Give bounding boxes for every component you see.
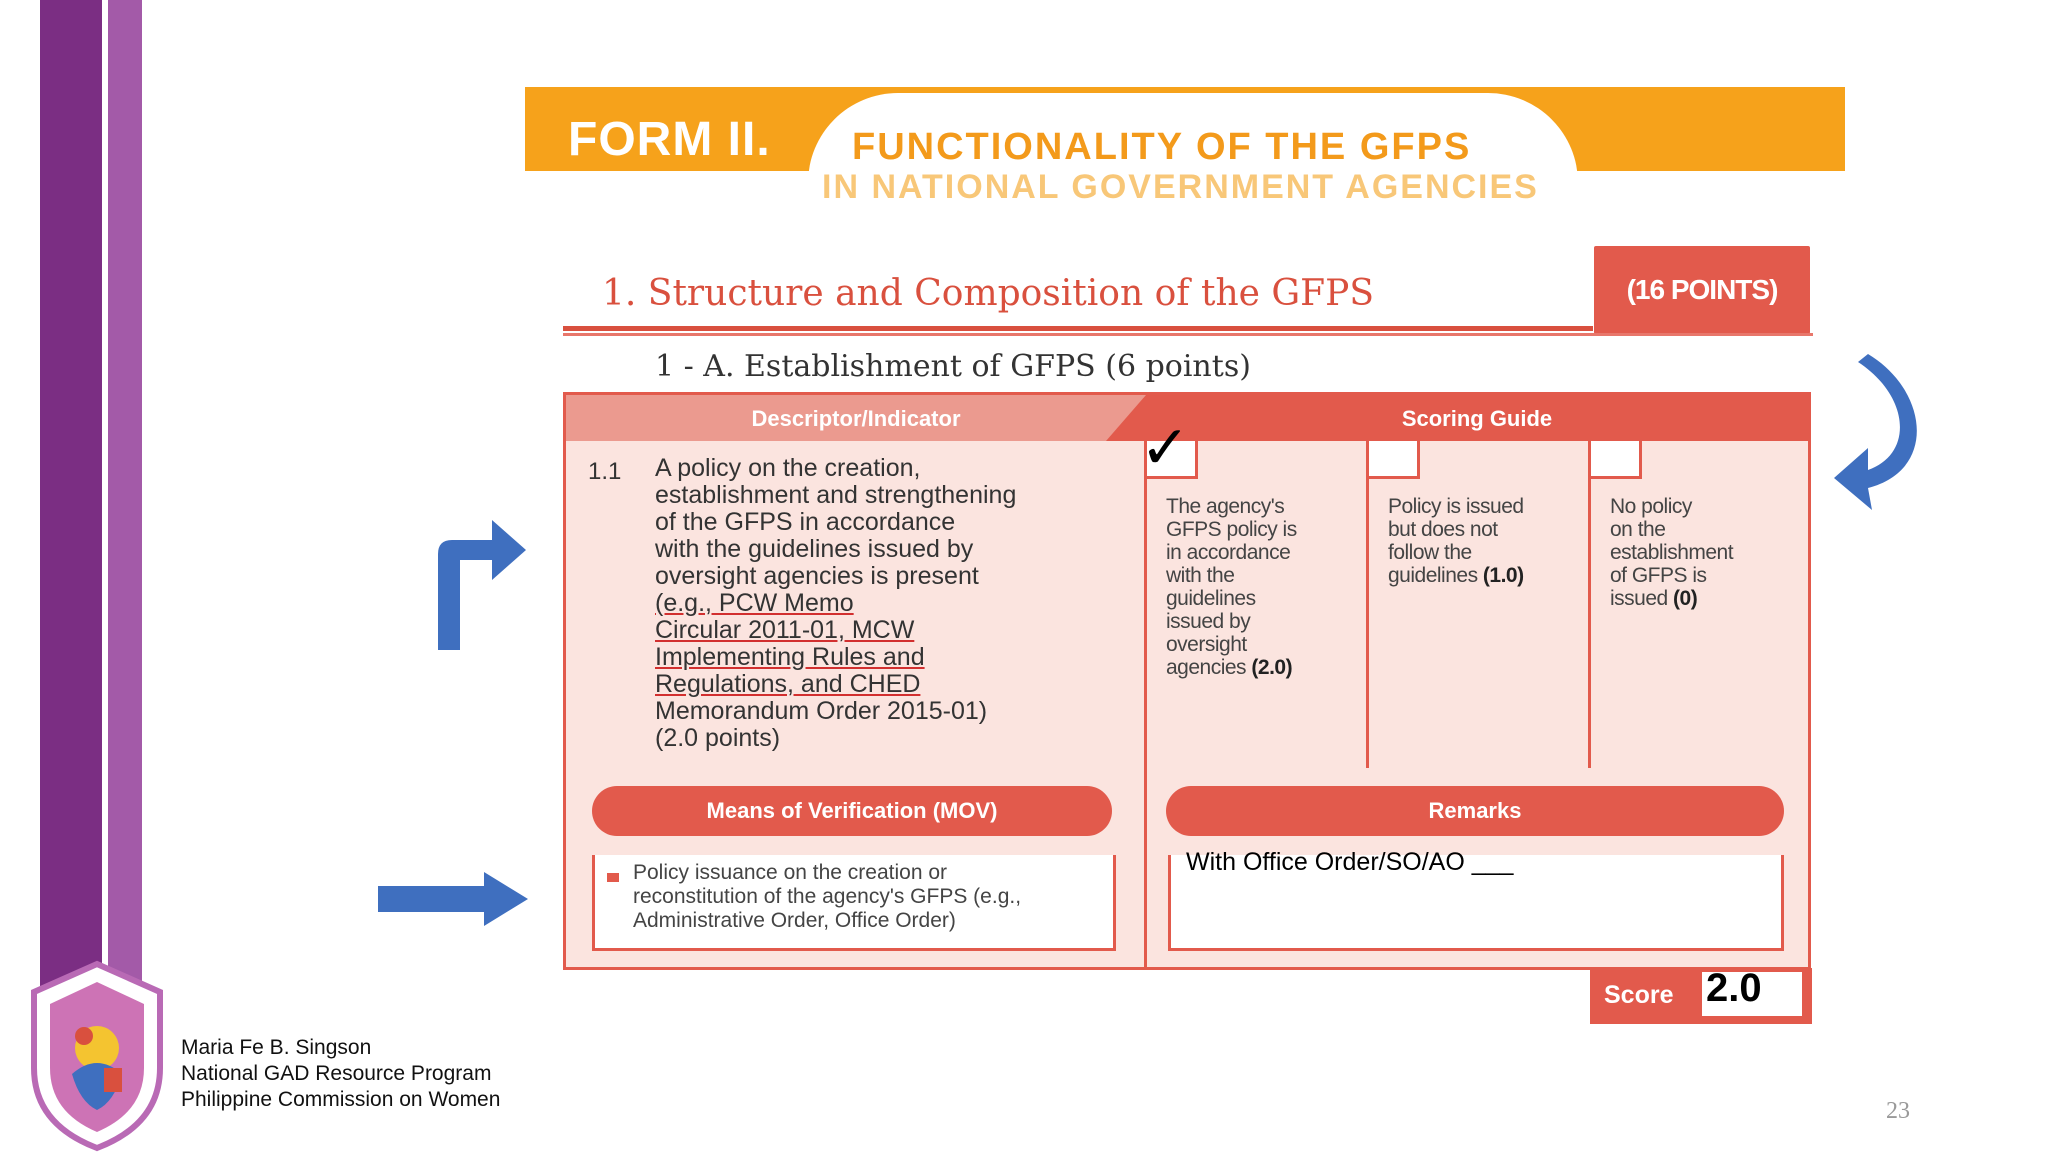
scoring-line: but does not	[1388, 518, 1498, 541]
scoring-line: follow the	[1388, 541, 1472, 564]
score-label: Score	[1604, 981, 1674, 1009]
section-title: 1. Structure and Composition of the GFPS	[602, 273, 1375, 314]
left-decor-bar-light	[108, 0, 142, 1010]
scoring-line: issued by	[1166, 610, 1251, 633]
scoring-line-text: issued	[1610, 587, 1668, 610]
indicator-line: (e.g., PCW Memo	[655, 589, 854, 617]
scoring-line: GFPS policy is	[1166, 518, 1297, 541]
scoring-line-text: agencies	[1166, 656, 1247, 679]
points-label: (16 POINTS)	[1626, 274, 1778, 305]
scoring-line	[1610, 587, 1733, 610]
scoring-line: establishment	[1610, 541, 1734, 564]
mov-line: Policy issuance on the creation or	[633, 861, 948, 884]
footer-program: National GAD Resource Program	[181, 1062, 492, 1085]
pcw-seal-icon	[22, 956, 172, 1156]
scoring-line: oversight	[1166, 633, 1247, 656]
column-divider-main	[1144, 441, 1147, 967]
mov-header: Means of Verification (MOV)	[706, 798, 998, 823]
scoring-line: on the	[1610, 518, 1666, 541]
mov-text	[633, 861, 1021, 933]
indicator-line: Implementing Rules and	[655, 643, 925, 671]
scoring-line: with the	[1166, 564, 1235, 587]
left-decor-bar-dark	[40, 0, 102, 1010]
column-divider-2	[1588, 441, 1591, 768]
bullet-icon	[607, 873, 619, 882]
indicator-line: Circular 2011-01, MCW	[655, 616, 915, 644]
indicator-text	[655, 455, 1125, 752]
header-descriptor: Descriptor/Indicator	[751, 406, 961, 431]
scoring-line: The agency's	[1166, 495, 1285, 518]
header-title-line1: FUNCTIONALITY OF THE GFPS	[852, 126, 1472, 168]
scoring-line: of GFPS is	[1610, 564, 1707, 587]
subsection-line	[563, 333, 1813, 336]
header-scoring-guide: Scoring Guide	[1401, 406, 1553, 431]
right-arrow-icon	[376, 870, 530, 928]
bent-up-right-arrow-icon	[430, 512, 530, 652]
scoring-points: (0)	[1673, 587, 1698, 610]
header-title-line2: IN NATIONAL GOVERNMENT AGENCIES	[822, 168, 1539, 206]
remarks-header: Remarks	[1428, 798, 1522, 823]
form-label: FORM II.	[568, 113, 771, 166]
indicator-number: 1.1	[588, 458, 622, 485]
indicator-line: Regulations, and CHED	[655, 670, 921, 698]
footer-org: Philippine Commission on Women	[181, 1088, 501, 1111]
scoring-line	[1388, 564, 1524, 587]
curved-arrow-icon	[1828, 350, 1948, 520]
section-underline	[563, 326, 1593, 331]
score-checkbox-0[interactable]	[1588, 441, 1642, 479]
scoring-line: No policy	[1610, 495, 1692, 518]
subsection-title: 1 - A. Establishment of GFPS (6 points)	[655, 349, 1251, 384]
page-number: 23	[1886, 1098, 1910, 1124]
footer-name: Maria Fe B. Singson	[181, 1036, 372, 1059]
score-value: 2.0	[1706, 966, 1762, 1010]
indicator-line: of the GFPS in accordance	[655, 508, 956, 536]
checkmark-icon: ✓	[1140, 414, 1191, 481]
indicator-line: Memorandum Order 2015-01)	[655, 697, 988, 725]
scoring-points: (2.0)	[1251, 656, 1293, 679]
scoring-line: guidelines	[1166, 587, 1256, 610]
mov-line: reconstitution of the agency's GFPS (e.g.,	[633, 885, 1022, 908]
column-divider-1	[1366, 441, 1369, 768]
score-checkbox-1[interactable]	[1366, 441, 1420, 479]
scoring-line: in accordance	[1166, 541, 1291, 564]
scoring-option-partial	[1388, 495, 1524, 587]
remarks-text: With Office Order/SO/AO ___	[1186, 848, 1514, 876]
scoring-option-full	[1166, 495, 1297, 679]
indicator-line: establishment and strengthening	[655, 481, 1017, 509]
indicator-line: oversight agencies is present	[655, 562, 979, 590]
mov-line: Administrative Order, Office Order)	[633, 909, 956, 932]
scoring-line-text: guidelines	[1388, 564, 1478, 587]
scoring-points: (1.0)	[1482, 564, 1524, 587]
scoring-line	[1166, 656, 1297, 679]
indicator-line: A policy on the creation,	[655, 454, 921, 482]
scoring-option-none	[1610, 495, 1733, 610]
footer-credits	[181, 1035, 500, 1113]
indicator-line: (2.0 points)	[655, 724, 781, 752]
scoring-line: Policy is issued	[1388, 495, 1524, 518]
indicator-line: with the guidelines issued by	[655, 535, 974, 563]
